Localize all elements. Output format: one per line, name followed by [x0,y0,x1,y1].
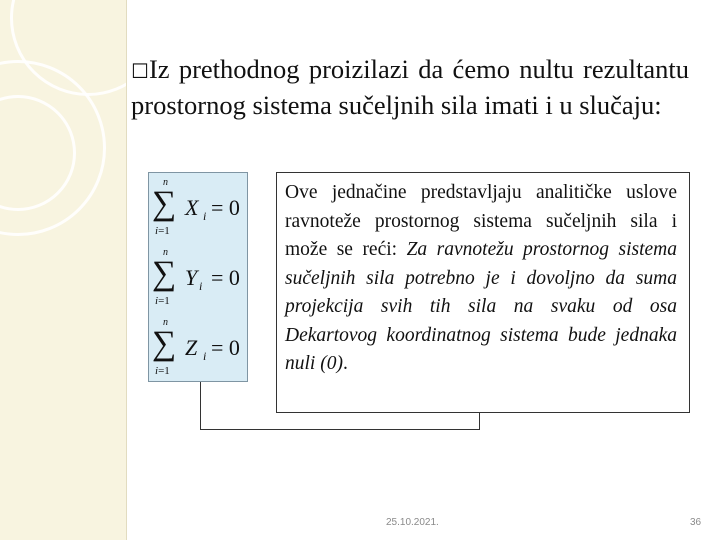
equation-subscript: i [203,209,207,223]
equation-box [148,172,248,382]
explanation-end: . [342,353,348,374]
sigma-symbol: ∑ [152,255,177,292]
sum-lower-limit: i=1 [155,295,170,307]
explanation-intro: Ove jednačine predstavljaju analitičke uslove ravnoteže prostornog sistema sučeljnih sila i može se reći: [285,182,677,260]
equation-sum-y [149,245,249,313]
explanation-conclusion: Za ravnotežu prostornog sistema sučeljnih sila potrebno je i dovoljno da suma projekcija svih tih sila na svaku od osa Dekartovog koordinatnog sistema bude jednaka nuli (0) [285,239,677,374]
sum-upper-limit: n [163,317,168,328]
sigma-symbol: ∑ [152,185,177,222]
equation-sum-z [149,315,249,383]
equation-rhs: = 0 [211,195,240,220]
equation-variable: X [185,195,199,220]
equation-rhs: = 0 [211,335,240,360]
sum-upper-limit: n [163,247,168,258]
sigma-symbol: ∑ [152,325,177,362]
band-divider [126,0,127,540]
sum-lower-limit: i=1 [155,225,170,237]
equation-variable: Y [185,265,198,290]
sum-lower-limit: i=1 [155,365,170,377]
explanation-text [285,179,677,379]
main-paragraph-text: Iz prethodnog proizilazi da ćemo nultu rezultantu prostornog sistema sučeljnih sila imati i u slučaju: [131,54,689,120]
main-paragraph [131,52,689,122]
bullet-icon: ☐ [131,59,149,83]
page-number: 36 [690,517,702,528]
equation-subscript: i [199,279,203,293]
equation-sum-x [149,175,249,243]
explanation-box [276,172,690,413]
footer-date: 25.10.2021. [386,517,439,528]
equation-subscript: i [203,349,207,363]
equation-rhs: = 0 [211,265,240,290]
sum-upper-limit: n [163,177,168,188]
equation-variable: Z [185,335,198,360]
